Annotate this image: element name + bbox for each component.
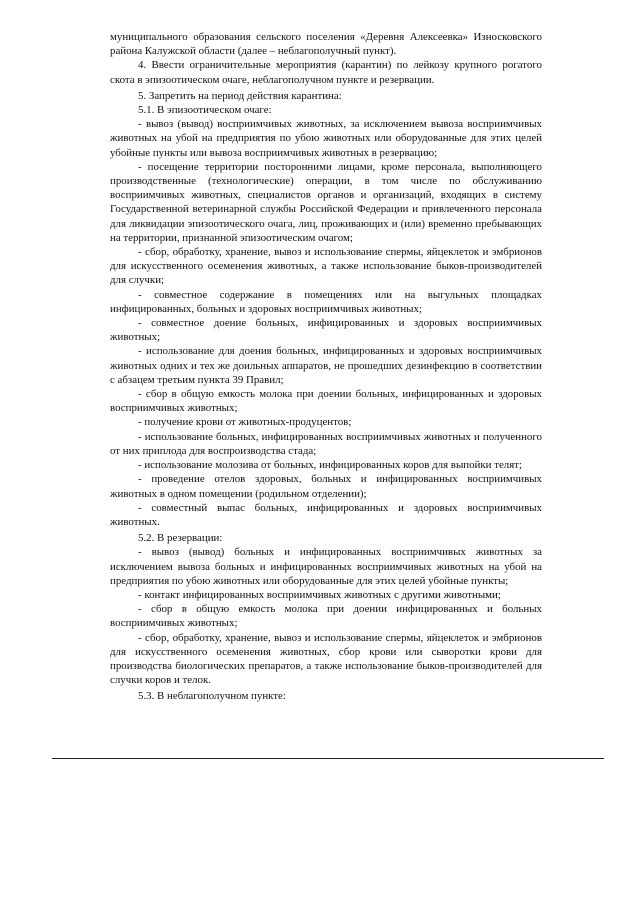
page-bottom-rule [52,758,604,759]
list-item: - сбор в общую емкость молока при доении больных, инфицированных и здоровых восприимчивых животных; [110,388,542,415]
list-item: - использование для доения больных, инфицированных и здоровых восприимчивых животных одних и тех же доильных аппаратов, не прошедших дезинфекцию в соответствии с абзацем третьим пункта 39 Правил; [110,345,542,386]
paragraph-continuation: муниципального образования сельского поселения «Деревня Алексеевка» Износковского района Калужской области (далее – неблагополучный пункт). [110,31,542,58]
list-item: - использование молозива от больных, инфицированных коров для выпойки телят; [138,459,523,472]
list-item: - использование больных, инфицированных восприимчивых животных и полученного от них приплода для воспроизводства стада; [110,430,542,457]
list-item: - вывоз (вывод) восприимчивых животных, за исключением вывоза восприимчивых животных на убой на предприятия по убою животных или оборудованные для этих целей убойные пункты или вывоза восприимчивых животных в резервацию; [110,118,542,159]
list-item: - сбор в общую емкость молока при доении инфицированных и больных восприимчивых животных; [110,603,542,630]
list-item: - совместный выпас больных, инфицированных и здоровых восприимчивых животных. [110,501,542,528]
subsection-heading-5-2: 5.2. В резервации: [138,532,223,545]
list-item: - проведение отелов здоровых, больных и инфицированных восприимчивых животных в одном помещении (родильном отделении); [110,473,542,500]
paragraph-item-5: 5. Запретить на период действия карантина: [138,89,342,102]
list-item: - сбор, обработку, хранение, вывоз и использование спермы, яйцеклеток и эмбрионов для искусственного осеменения животных, а также использование быков-производителей для случки; [110,246,542,287]
list-item: - контакт инфицированных восприимчивых животных с другими животными; [138,588,501,601]
list-item: - вывоз (вывод) больных и инфицированных восприимчивых животных за исключением вывоза больных и инфицированных восприимчивых животных на убой на предприятия по убою животных или оборудованные для этих целей убойные пункты; [110,546,542,587]
paragraph-item-4: 4. Ввести ограничительные мероприятия (карантин) по лейкозу крупного рогатого скота в эпизоотическом очаге, неблагополучном пункте и резервации. [110,59,542,86]
list-item: - сбор, обработку, хранение, вывоз и использование спермы, яйцеклеток и эмбрионов для искусственного осеменения животных, сбор крови или сыворотки крови для производства биологических препаратов, а также использование быков-производителей для случки коров и телок. [110,631,542,687]
list-item: - посещение территории посторонними лицами, кроме персонала, выполняющего производственные (технологические) операции, в том числе по обслуживанию восприимчивых животных, специалистов органов и организаций, входящих в систему Государственной ветеринарной службы Российской Федерации и привлеченного персонала для ликвидации эпизоотического очага, лиц, проживающих и (или) временно пребывающих на территории, признанной эпизоотическим очагом; [110,160,542,244]
subsection-heading-5-3: 5.3. В неблагополучном пункте: [138,690,286,703]
list-item: - совместное доение больных, инфицированных и здоровых восприимчивых животных; [110,317,542,344]
document-body [110,30,542,704]
list-item: - совместное содержание в помещениях или на выгульных площадках инфицированных, больных и здоровых восприимчивых животных; [110,288,542,315]
list-item: - получение крови от животных-продуцентов; [138,416,352,429]
subsection-heading-5-1: 5.1. В эпизоотическом очаге: [138,104,272,117]
